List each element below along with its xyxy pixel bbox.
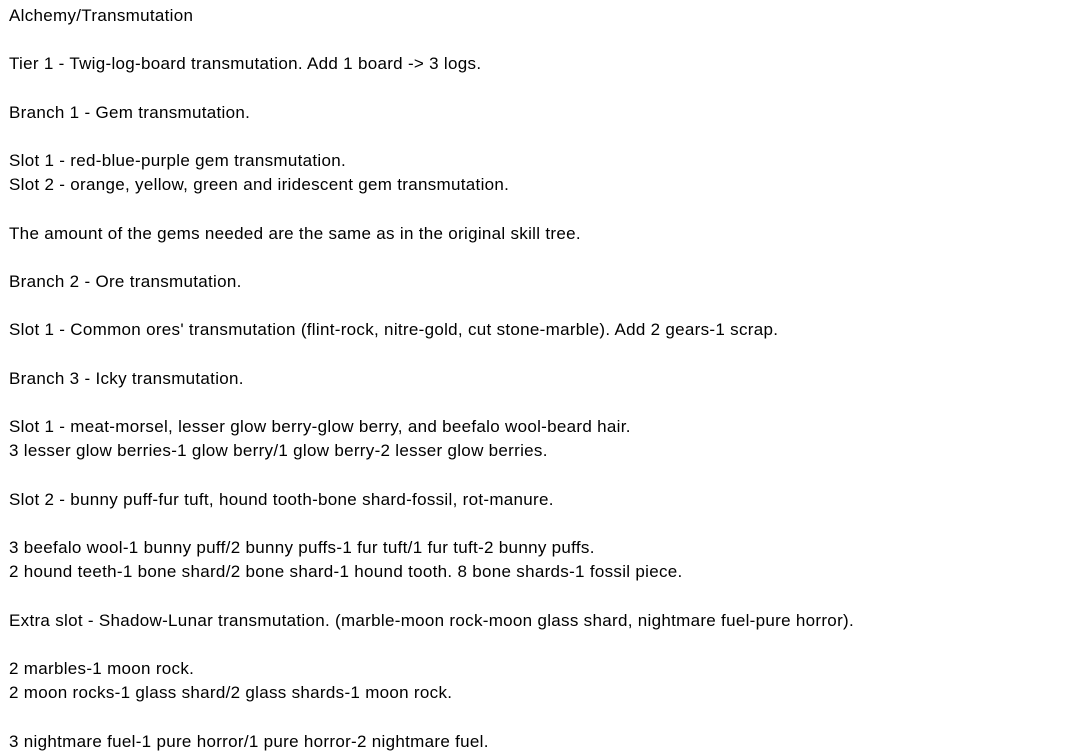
blank-line bbox=[9, 294, 1065, 318]
text-line: Branch 1 - Gem transmutation. bbox=[9, 102, 251, 122]
text-line: 3 lesser glow berries-1 glow berry/1 glow berry-2 lesser glow berries. bbox=[9, 441, 548, 461]
document-title: Alchemy/Transmutation bbox=[9, 6, 194, 25]
blank-line bbox=[9, 198, 1065, 222]
text-line: Tier 1 - Twig-log-board transmutation. Add 1 board -> 3 logs. bbox=[9, 54, 482, 74]
text-line: 3 beefalo wool-1 bunny puff/2 bunny puffs-1 fur tuft/1 fur tuft-2 bunny puffs. bbox=[9, 538, 595, 558]
text-line: 2 moon rocks-1 glass shard/2 glass shards-1 moon rock. bbox=[9, 683, 453, 703]
text-line: Branch 2 - Ore transmutation. bbox=[9, 272, 242, 292]
text-line: Extra slot - Shadow-Lunar transmutation. (marble-moon rock-moon glass shard, nightmare fuel-pure horror). bbox=[9, 610, 855, 630]
blank-line bbox=[9, 705, 1065, 729]
blank-line bbox=[9, 77, 1065, 101]
text-line: The amount of the gems needed are the same as in the original skill tree. bbox=[9, 223, 581, 243]
blank-line bbox=[9, 343, 1065, 367]
blank-line bbox=[9, 391, 1065, 415]
text-line: Slot 1 - meat-morsel, lesser glow berry-glow berry, and beefalo wool-beard hair. bbox=[9, 417, 631, 437]
blank-line bbox=[9, 585, 1065, 609]
blank-line bbox=[9, 28, 1065, 52]
blank-line bbox=[9, 246, 1065, 270]
blank-line bbox=[9, 633, 1065, 657]
blank-line bbox=[9, 512, 1065, 536]
text-line: Slot 1 - Common ores' transmutation (flint-rock, nitre-gold, cut stone-marble). Add 2 gears-1 scrap. bbox=[9, 320, 779, 340]
text-line: Slot 1 - red-blue-purple gem transmutation. bbox=[9, 151, 347, 171]
text-line: 3 nightmare fuel-1 pure horror/1 pure horror-2 nightmare fuel. bbox=[9, 731, 489, 751]
blank-line bbox=[9, 464, 1065, 488]
text-line: Slot 2 - orange, yellow, green and iridescent gem transmutation. bbox=[9, 175, 510, 195]
text-line: Branch 3 - Icky transmutation. bbox=[9, 368, 244, 388]
blank-line bbox=[9, 125, 1065, 149]
text-line: Slot 2 - bunny puff-fur tuft, hound tooth-bone shard-fossil, rot-manure. bbox=[9, 489, 554, 509]
text-line: 2 marbles-1 moon rock. bbox=[9, 659, 195, 679]
text-line: 2 hound teeth-1 bone shard/2 bone shard-1 hound tooth. 8 bone shards-1 fossil piece. bbox=[9, 562, 683, 582]
